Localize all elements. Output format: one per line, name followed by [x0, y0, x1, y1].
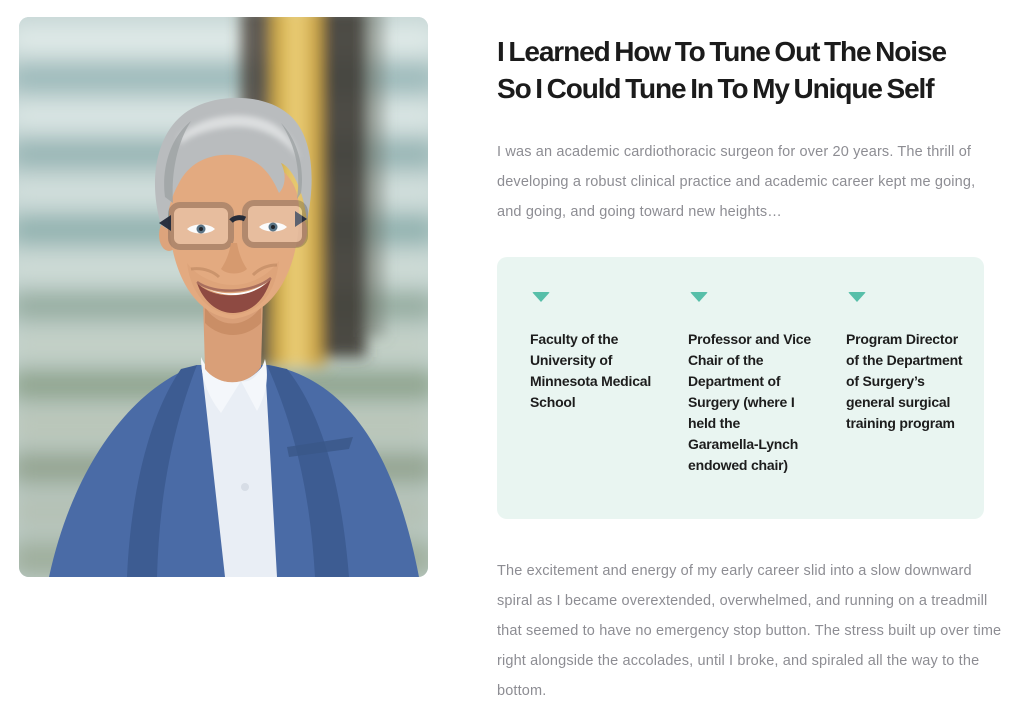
down-triangle-icon [532, 292, 550, 302]
intro-paragraph: I was an academic cardiothoracic surgeon for over 20 years. The thrill of developing a robust clinical practice and academic career kept me going, and going, and going toward new heights… [497, 144, 976, 220]
page-title [497, 33, 1002, 107]
portrait-photo-illustration [19, 17, 428, 577]
highlight-text: Program Director of the Department of Surgery’s general surgical training program [846, 331, 963, 431]
highlight-item [846, 284, 970, 519]
page-title-line-1: I Learned How To Tune Out The Noise [497, 36, 946, 67]
highlight-text: Professor and Vice Chair of the Department of Surgery (where I held the Garamella-Lynch endowed chair) [688, 331, 811, 473]
glasses [159, 203, 307, 247]
highlight-text: Faculty of the University of Minnesota Medical School [530, 331, 652, 410]
highlights-box [497, 257, 984, 519]
down-triangle-icon [690, 292, 708, 302]
down-triangle-icon [848, 292, 866, 302]
highlight-item [530, 284, 654, 519]
highlight-item [688, 284, 812, 519]
page-title-line-2: So I Could Tune In To My Unique Self [497, 73, 934, 104]
about-content [497, 17, 1002, 706]
portrait-photo [19, 17, 428, 577]
closing-paragraph: The excitement and energy of my early career slid into a slow downward spiral as I became overextended, overwhelmed, and running on a treadmill that seemed to have no emergency stop button. The stress built up over time right alongside the accolades, until I broke, and spiraled all the way to the bottom. [497, 563, 1002, 699]
